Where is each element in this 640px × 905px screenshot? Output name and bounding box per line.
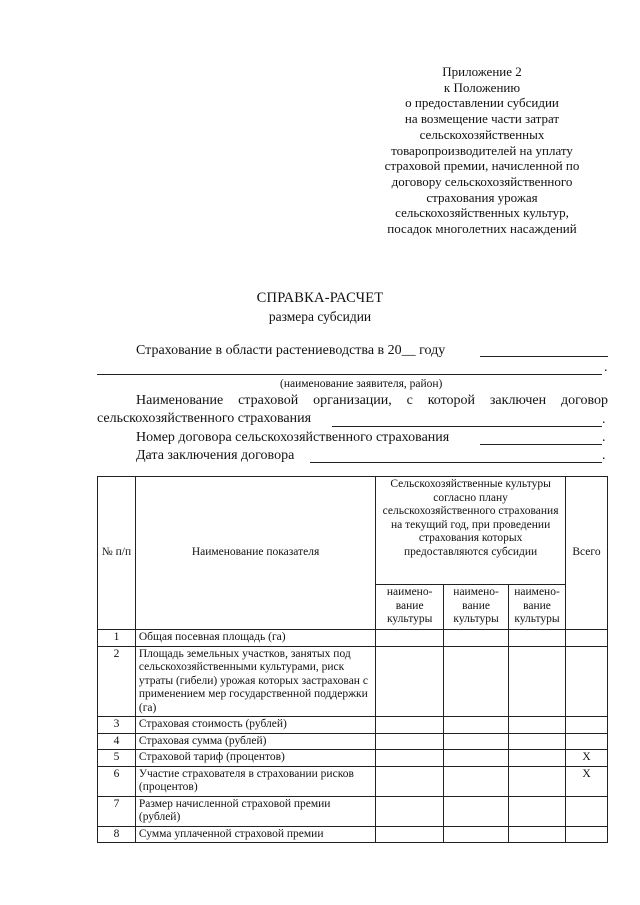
contract-date-field[interactable] bbox=[310, 462, 602, 463]
row-cell[interactable] bbox=[444, 826, 509, 843]
appendix-line: договору сельскохозяйственного bbox=[391, 173, 573, 189]
row-indicator: Страховая сумма (рублей) bbox=[135, 733, 375, 750]
appendix-line: товаропроизводителей на уплату bbox=[391, 142, 573, 158]
table-row bbox=[98, 717, 608, 734]
row-cell[interactable] bbox=[509, 826, 566, 843]
row-total[interactable] bbox=[566, 826, 608, 843]
appendix-line: посадок многолетних насаждений bbox=[387, 221, 577, 237]
row-num: 5 bbox=[98, 750, 136, 767]
applicant-field[interactable] bbox=[97, 374, 602, 375]
row-indicator: Страховой тариф (процентов) bbox=[135, 750, 375, 767]
row-num: 6 bbox=[98, 766, 136, 796]
appendix-line: сельскохозяйственных культур, bbox=[395, 205, 569, 221]
header-crop-name-3: наимено-вание культуры bbox=[509, 585, 566, 630]
table-row bbox=[98, 733, 608, 750]
header-crops: Сельскохозяйственные культуры согласно плану сельскохозяйственного страхования на текущий год, при проведении страхования которых предоставляются субсидии bbox=[376, 477, 566, 585]
row-cell[interactable] bbox=[509, 717, 566, 734]
contract-number-dot: . bbox=[602, 430, 606, 445]
row-cell[interactable] bbox=[376, 766, 444, 796]
insurer-field[interactable] bbox=[332, 426, 602, 427]
row-total-x: X bbox=[566, 766, 608, 796]
row-cell[interactable] bbox=[444, 733, 509, 750]
insurance-year-field[interactable] bbox=[480, 356, 608, 357]
row-cell[interactable] bbox=[509, 733, 566, 750]
insurance-year-label: Страхование в области растениеводства в 20__ году bbox=[136, 343, 446, 358]
row-total[interactable] bbox=[566, 717, 608, 734]
row-total[interactable] bbox=[566, 796, 608, 826]
row-total[interactable] bbox=[566, 630, 608, 647]
row-indicator: Площадь земельных участков, занятых под сельскохозяйственными культурами, риск утраты (гибели) урожая которых застрахован с применением мер государственной поддержки (га) bbox=[135, 646, 375, 717]
row-num: 1 bbox=[98, 630, 136, 647]
appendix-line: на возмещение части затрат bbox=[404, 111, 560, 127]
row-num: 7 bbox=[98, 796, 136, 826]
table-row bbox=[98, 630, 608, 647]
appendix-line: о предоставлении субсидии bbox=[405, 95, 559, 111]
header-num: № п/п bbox=[98, 477, 136, 630]
table-row bbox=[98, 750, 608, 767]
contract-date-dot: . bbox=[602, 448, 606, 463]
row-cell[interactable] bbox=[509, 630, 566, 647]
row-num: 4 bbox=[98, 733, 136, 750]
insurer-field-dot: . bbox=[602, 412, 606, 427]
row-cell[interactable] bbox=[376, 733, 444, 750]
contract-number-label: Номер договора сельскохозяйственного страхования bbox=[136, 430, 450, 445]
row-cell[interactable] bbox=[444, 750, 509, 767]
header-crop-name-1: наимено-вание культуры bbox=[376, 585, 444, 630]
row-cell[interactable] bbox=[444, 766, 509, 796]
contract-date-label: Дата заключения договора bbox=[136, 448, 295, 463]
calculation-table bbox=[97, 476, 608, 843]
table-row bbox=[98, 826, 608, 843]
row-indicator: Страховая стоимость (рублей) bbox=[135, 717, 375, 734]
row-num: 3 bbox=[98, 717, 136, 734]
appendix-line: сельскохозяйственных bbox=[419, 126, 545, 142]
applicant-field-dot: . bbox=[604, 360, 608, 375]
insurer-label-line1: Наименование страховой организации, с которой заключен договор bbox=[136, 393, 608, 408]
row-cell[interactable] bbox=[509, 766, 566, 796]
row-total[interactable] bbox=[566, 646, 608, 717]
row-cell[interactable] bbox=[376, 826, 444, 843]
table-row bbox=[98, 766, 608, 796]
header-indicator: Наименование показателя bbox=[135, 477, 375, 630]
row-indicator: Общая посевная площадь (га) bbox=[135, 630, 375, 647]
row-num: 2 bbox=[98, 646, 136, 717]
row-cell[interactable] bbox=[509, 796, 566, 826]
row-cell[interactable] bbox=[444, 717, 509, 734]
contract-number-field[interactable] bbox=[480, 444, 602, 445]
appendix-line: страховой премии, начисленной по bbox=[384, 158, 580, 174]
insurer-label-line2: сельскохозяйственного страхования bbox=[97, 411, 312, 426]
row-cell[interactable] bbox=[509, 646, 566, 717]
row-cell[interactable] bbox=[376, 646, 444, 717]
header-crop-name-2: наимено-вание культуры bbox=[444, 585, 509, 630]
row-cell[interactable] bbox=[376, 630, 444, 647]
row-cell[interactable] bbox=[509, 750, 566, 767]
row-cell[interactable] bbox=[376, 750, 444, 767]
row-cell[interactable] bbox=[376, 796, 444, 826]
appendix-line: к Положению bbox=[443, 79, 521, 95]
row-cell[interactable] bbox=[444, 630, 509, 647]
row-num: 8 bbox=[98, 826, 136, 843]
row-total-x: X bbox=[566, 750, 608, 767]
document-title: СПРАВКА-РАСЧЕТ bbox=[256, 290, 384, 306]
row-cell[interactable] bbox=[376, 717, 444, 734]
table-row bbox=[98, 646, 608, 717]
appendix-line: Приложение 2 bbox=[442, 64, 522, 79]
row-cell[interactable] bbox=[444, 646, 509, 717]
row-indicator: Участие страхователя в страховании рисков (процентов) bbox=[135, 766, 375, 796]
row-total[interactable] bbox=[566, 733, 608, 750]
row-cell[interactable] bbox=[444, 796, 509, 826]
appendix-header bbox=[362, 64, 602, 237]
applicant-caption: (наименование заявителя, район) bbox=[280, 378, 443, 390]
table-row bbox=[98, 796, 608, 826]
document-subtitle: размера субсидии bbox=[268, 309, 372, 324]
header-total: Всего bbox=[566, 477, 608, 630]
row-indicator: Сумма уплаченной страховой премии bbox=[135, 826, 375, 843]
appendix-line: страхования урожая bbox=[426, 189, 538, 205]
row-indicator: Размер начисленной страховой премии (рублей) bbox=[135, 796, 375, 826]
